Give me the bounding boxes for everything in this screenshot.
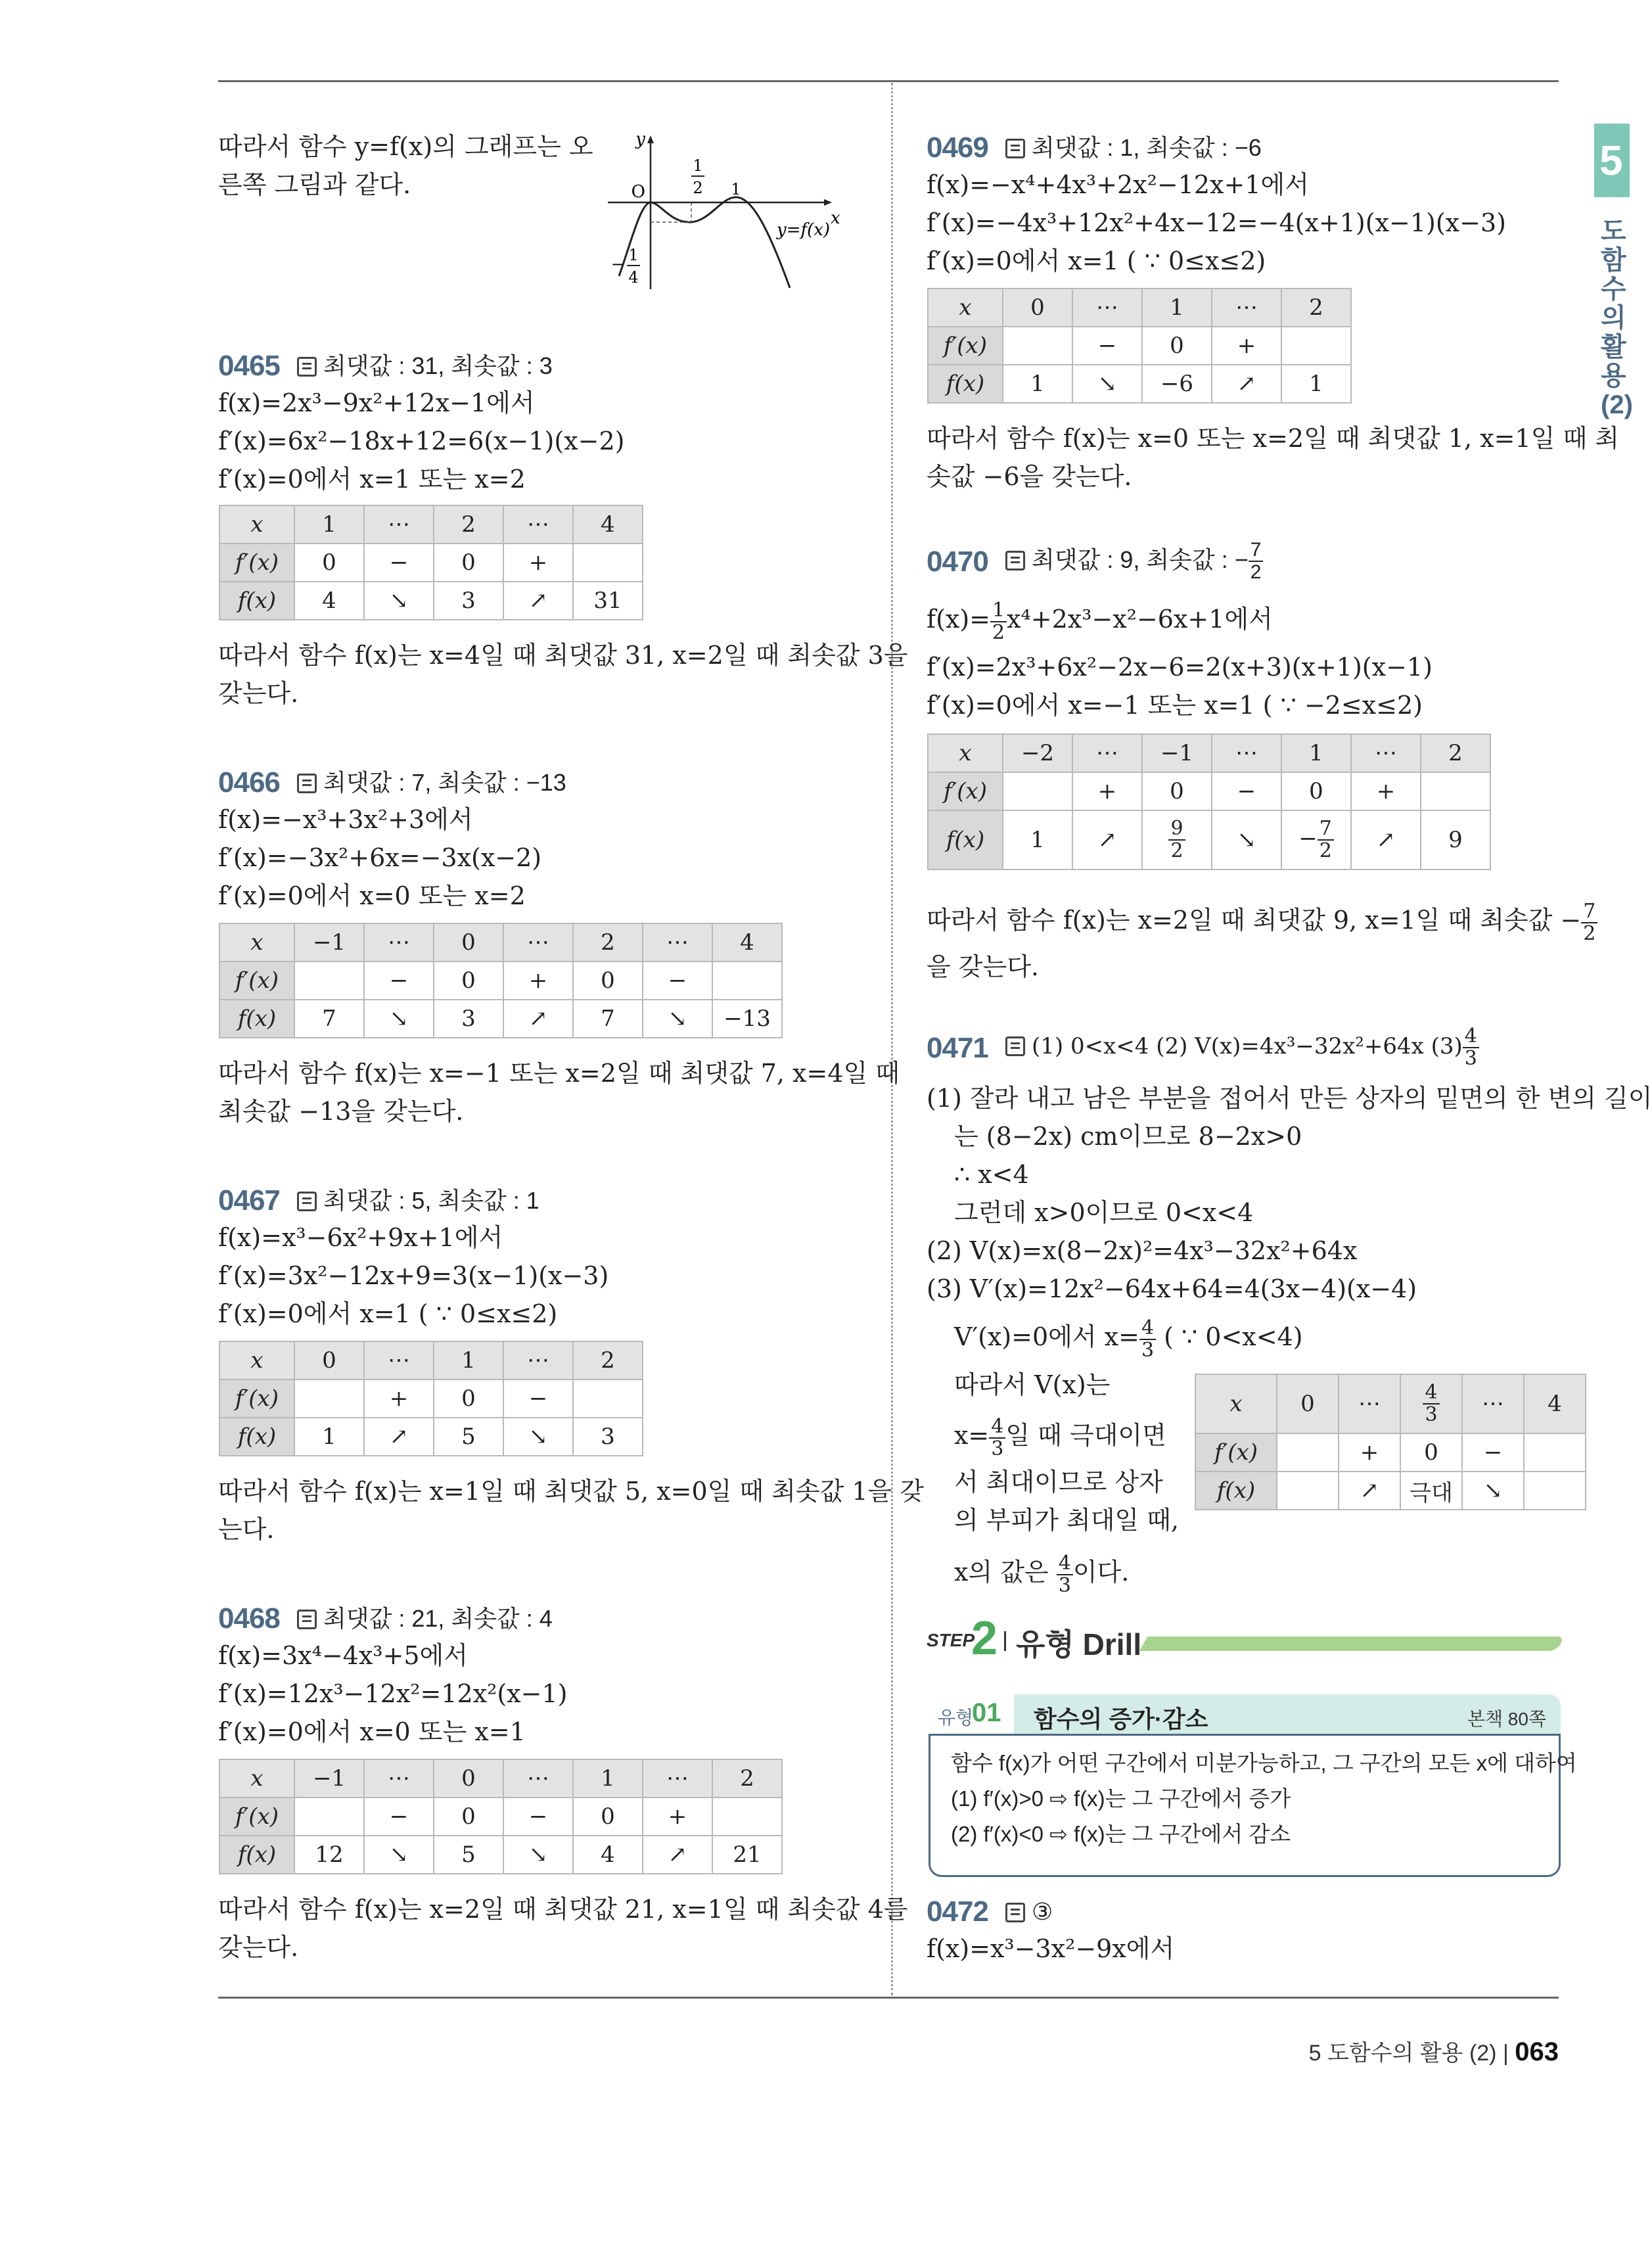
intro-line-1: 따라서 함수 y=f(x)의 그래프는 오: [218, 132, 593, 161]
answer-0472: ③: [1005, 1897, 1053, 1927]
table-cell: [294, 962, 364, 1000]
table-cell: ↗: [1072, 810, 1142, 870]
table-cell: [1524, 1472, 1586, 1510]
table-cell: f(x): [219, 1000, 294, 1038]
table-cell: ⋯: [1072, 289, 1142, 327]
table-cell: −: [503, 1798, 573, 1836]
table-cell: ↘: [503, 1418, 573, 1456]
p466-line-1: f(x)=−x³+3x²+3에서: [218, 805, 473, 834]
table-cell: ⋯: [1072, 734, 1142, 772]
table-cell: ↘: [364, 1836, 434, 1874]
table-cell: 1: [1003, 365, 1072, 403]
table-cell: [294, 1380, 364, 1418]
table-cell: +: [503, 962, 573, 1000]
table-cell: ↘: [1072, 365, 1142, 403]
table-cell: − $\frac{7}{2}$: [1281, 810, 1351, 870]
table-cell: −: [1212, 772, 1281, 810]
table-cell: 7: [294, 1000, 364, 1038]
x-axis-arrow: [824, 199, 832, 206]
answer-0466: 최댓값 : 7, 최솟값 : −13: [297, 768, 566, 798]
page-footer: [1309, 2035, 1559, 2067]
table-cell: +: [1351, 772, 1421, 810]
table-cell: [712, 1798, 782, 1836]
table-cell: +: [1339, 1433, 1400, 1472]
table-cell: 0: [434, 962, 503, 1000]
table-cell: ↗: [1212, 365, 1281, 403]
table-cell: −1: [294, 1759, 364, 1798]
step-label: STEP: [927, 1630, 975, 1650]
table-cell: 0: [434, 544, 503, 582]
table-cell: −: [503, 1380, 573, 1418]
chapter-tab: 5: [1594, 124, 1630, 197]
table-cell: −: [1072, 327, 1142, 365]
table-cell: x: [928, 734, 1003, 772]
answer-icon: [1005, 1903, 1025, 1922]
p471-line-7: V′(x)=0에서 x= $\frac{4}{3}$ ( ∵ 0<x<4): [954, 1316, 1303, 1362]
type-tag: 유형: [938, 1707, 974, 1728]
table-cell: 0: [434, 1380, 503, 1418]
table-cell: 12: [294, 1836, 364, 1874]
table-cell: ↘: [1462, 1472, 1524, 1510]
table-cell: f′(x): [219, 962, 294, 1000]
table-cell: 0: [1277, 1374, 1339, 1433]
table-cell: x: [219, 1341, 294, 1380]
table-cell: ⋯: [1351, 734, 1421, 772]
table-cell: 0: [1142, 772, 1212, 810]
table-cell: ↘: [503, 1836, 573, 1874]
table-cell: [1281, 327, 1351, 365]
table-cell: ↘: [1212, 810, 1281, 870]
p472-line-1: f(x)=x³−3x²−9x에서: [927, 1934, 1175, 1963]
p471-text-5: x의 값은 $\frac{4}{3}$ 이다.: [954, 1551, 1130, 1597]
problem-number-0471: 0471: [927, 1032, 988, 1064]
fraction: $\frac{4}{3}$: [1463, 1026, 1479, 1069]
fraction: $\frac{7}{2}$: [1318, 818, 1334, 862]
table-cell: −13: [712, 1000, 782, 1038]
p471-line-1: (1) 잘라 내고 남은 부분을 접어서 만든 상자의 밑면의 한 변의 길이: [927, 1084, 1652, 1113]
table-cell: ↗: [1339, 1472, 1400, 1510]
fraction: $\frac{1}{2}$: [990, 600, 1007, 643]
table-cell: ⋯: [643, 1759, 712, 1798]
table-cell: [1400, 1374, 1462, 1433]
p471-line-6: (3) V′(x)=12x²−64x+64=4(3x−4)(x−4): [927, 1274, 1417, 1303]
table-cell: ↗: [1351, 810, 1421, 870]
table-cell: 0: [434, 923, 503, 962]
fraction: $\frac{4}{3}$: [1423, 1382, 1439, 1426]
table-cell: x: [1195, 1374, 1277, 1433]
step-number: 2: [971, 1612, 998, 1665]
table-cell: 4: [712, 923, 782, 962]
answer-icon: [1005, 551, 1025, 570]
table-cell: [1421, 772, 1490, 810]
table-cell: ⋯: [503, 923, 573, 962]
column-divider: [891, 83, 893, 1995]
p469-table: [927, 288, 1352, 404]
p467-line-3: f′(x)=0에서 x=1 ( ∵ 0≤x≤2): [218, 1299, 558, 1328]
step-bar: [1139, 1636, 1565, 1651]
footer-section: 5 도함수의 활용 (2) |: [1308, 2041, 1509, 2066]
table-cell: 2: [573, 923, 643, 962]
negq-den: 4: [628, 268, 639, 287]
table-cell: +: [364, 1380, 434, 1418]
table-cell: f′(x): [219, 1798, 294, 1836]
p471-line-5: (2) V(x)=x(8−2x)²=4x³−32x²+64x: [927, 1236, 1358, 1265]
table-cell: ⋯: [503, 1759, 573, 1798]
fraction: $\frac{7}{2}$: [1249, 540, 1264, 583]
problem-number-0466: 0466: [218, 766, 280, 799]
answer-0468: 최댓값 : 21, 최솟값 : 4: [297, 1604, 553, 1634]
table-cell: ⋯: [364, 1759, 434, 1798]
p471-table: [1195, 1374, 1586, 1510]
answer-icon: [1005, 139, 1025, 158]
table-cell: ↘: [364, 582, 434, 620]
table-cell: 1: [434, 1341, 503, 1380]
table-cell: 0: [1003, 289, 1072, 327]
table-cell: 0: [1142, 327, 1212, 365]
table-cell: [1003, 327, 1072, 365]
table-cell: −: [364, 1798, 434, 1836]
table-cell: 1: [294, 1418, 364, 1456]
type-ref: 본책 80쪽: [1467, 1709, 1546, 1729]
table-cell: ⋯: [364, 1341, 434, 1380]
p467-conclusion-1: 따라서 함수 f(x)는 x=1일 때 최댓값 5, x=0일 때 최솟값 1을 갖: [218, 1477, 925, 1506]
table-cell: −1: [1142, 734, 1212, 772]
p466-line-3: f′(x)=0에서 x=0 또는 x=2: [218, 881, 526, 910]
p467-line-2: f′(x)=3x²−12x+9=3(x−1)(x−3): [218, 1261, 609, 1290]
table-cell: f(x): [928, 810, 1003, 870]
fraction: $\frac{9}{2}$: [1168, 818, 1185, 862]
answer-icon: [297, 357, 317, 377]
fraction: $\frac{4}{3}$: [1057, 1553, 1073, 1596]
table-cell: ↗: [643, 1836, 712, 1874]
fraction: $\frac{7}{2}$: [1581, 901, 1597, 944]
table-cell: 0: [434, 1759, 503, 1798]
p469-conclusion-1: 따라서 함수 f(x)는 x=0 또는 x=2일 때 최댓값 1, x=1일 때 최: [927, 424, 1619, 453]
problem-number-0468: 0468: [218, 1602, 280, 1635]
p471-text-4: 의 부피가 최대일 때,: [954, 1506, 1179, 1535]
step-divider: [1004, 1631, 1006, 1651]
p470-conclusion-1: 따라서 함수 f(x)는 x=2일 때 최댓값 9, x=1일 때 최솟값 − $\frac{7}{2}$: [927, 895, 1597, 945]
p471-line-2: 는 (8−2x) cm이므로 8−2x>0: [954, 1122, 1302, 1151]
table-cell: ↗: [364, 1418, 434, 1456]
table-cell: 0: [294, 1341, 364, 1380]
table-cell: 7: [573, 1000, 643, 1038]
chapter-side-title: 도함수의 활용 (2): [1601, 217, 1633, 419]
answer-icon: [1005, 1036, 1025, 1056]
p470-table: [927, 733, 1491, 870]
p465-table: [219, 505, 643, 620]
function-graph: [605, 131, 854, 296]
negq-num: 1: [628, 246, 639, 264]
table-cell: [294, 1798, 364, 1836]
table-cell: x: [928, 289, 1003, 327]
table-cell: x: [219, 923, 294, 962]
type-number: 01: [972, 1698, 1001, 1727]
table-cell: 1: [1003, 810, 1072, 870]
table-cell: 5: [434, 1418, 503, 1456]
table-cell: +: [1072, 772, 1142, 810]
p466-conclusion-2: 최솟값 −13을 갖는다.: [218, 1097, 464, 1126]
table-cell: [1524, 1433, 1586, 1472]
table-cell: [1142, 810, 1212, 870]
answer-icon: [297, 1610, 317, 1629]
table-cell: 0: [434, 1798, 503, 1836]
table-cell: ↘: [364, 1000, 434, 1038]
table-cell: ⋯: [1462, 1374, 1524, 1433]
table-cell: ↘: [643, 1000, 712, 1038]
p465-conclusion-1: 따라서 함수 f(x)는 x=4일 때 최댓값 31, x=2일 때 최솟값 3을: [218, 641, 908, 670]
table-cell: f(x): [219, 1836, 294, 1874]
p471-line-3: ∴ x<4: [954, 1160, 1029, 1189]
table-cell: ↗: [503, 1000, 573, 1038]
table-cell: 2: [1421, 734, 1490, 772]
table-cell: −: [364, 544, 434, 582]
type-body-line-2: (1) f′(x)>0 ⇨ f(x)는 그 구간에서 증가: [951, 1786, 1291, 1811]
table-cell: 0: [294, 544, 364, 582]
problem-number-0472: 0472: [927, 1895, 988, 1928]
half-num: 1: [693, 156, 703, 175]
y-label: y: [635, 129, 645, 149]
p469-line-3: f′(x)=0에서 x=1 ( ∵ 0≤x≤2): [927, 246, 1266, 275]
table-cell: ⋯: [364, 923, 434, 962]
fraction: $\frac{4}{3}$: [989, 1416, 1005, 1460]
table-cell: 극대: [1400, 1472, 1462, 1510]
table-cell: [712, 962, 782, 1000]
top-rule: [218, 80, 1559, 82]
table-cell: +: [1212, 327, 1281, 365]
table-cell: −: [364, 962, 434, 1000]
table-cell: +: [503, 544, 573, 582]
table-cell: f(x): [219, 582, 294, 620]
table-cell: 4: [573, 505, 643, 544]
table-cell: 0: [573, 962, 643, 1000]
p465-line-3: f′(x)=0에서 x=1 또는 x=2: [218, 465, 526, 494]
table-cell: ⋯: [1212, 289, 1281, 327]
one-label: 1: [731, 180, 741, 198]
p467-table: [219, 1341, 643, 1456]
table-cell: −6: [1142, 365, 1212, 403]
p470-conclusion-2: 을 갖는다.: [927, 952, 1039, 981]
table-cell: 4: [1524, 1374, 1586, 1433]
table-cell: 4: [573, 1836, 643, 1874]
origin-label: O: [631, 182, 645, 202]
table-cell: ⋯: [503, 1341, 573, 1380]
table-cell: f(x): [1195, 1472, 1277, 1510]
p466-conclusion-1: 따라서 함수 f(x)는 x=−1 또는 x=2일 때 최댓값 7, x=4일 때: [218, 1059, 900, 1088]
p470-line-3: f′(x)=0에서 x=−1 또는 x=1 ( ∵ −2≤x≤2): [927, 691, 1423, 720]
type-01-box: [929, 1694, 1577, 1878]
answer-0471: (1) 0<x<4 (2) V(x)=4x³−32x²+64x (3) $\frac{4}{3}$: [1005, 1020, 1479, 1073]
neg-sign: −: [610, 255, 624, 273]
p467-conclusion-2: 는다.: [218, 1515, 275, 1544]
table-cell: 1: [1142, 289, 1212, 327]
table-cell: f′(x): [928, 772, 1003, 810]
p465-line-2: f′(x)=6x²−18x+12=6(x−1)(x−2): [218, 427, 625, 455]
table-cell: 0: [1400, 1433, 1462, 1472]
p466-line-2: f′(x)=−3x²+6x=−3x(x−2): [218, 843, 542, 872]
table-cell: f′(x): [219, 1380, 294, 1418]
table-cell: [573, 1380, 643, 1418]
table-cell: ⋯: [643, 923, 712, 962]
table-cell: 2: [1281, 289, 1351, 327]
table-cell: 1: [573, 1759, 643, 1798]
table-cell: 3: [434, 582, 503, 620]
y-axis-arrow: [647, 135, 654, 143]
answer-0465: 최댓값 : 31, 최솟값 : 3: [297, 351, 553, 381]
p469-line-2: f′(x)=−4x³+12x²+4x−12=−4(x+1)(x−1)(x−3): [927, 208, 1506, 237]
table-cell: [1277, 1433, 1339, 1472]
p468-conclusion-1: 따라서 함수 f(x)는 x=2일 때 최댓값 21, x=1일 때 최솟값 4를: [218, 1895, 908, 1924]
problem-number-0470: 0470: [927, 545, 988, 578]
table-cell: −: [643, 962, 712, 1000]
table-cell: 1: [294, 505, 364, 544]
table-cell: ⋯: [503, 505, 573, 544]
table-cell: ⋯: [1212, 734, 1281, 772]
p470-line-1: f(x)= $\frac{1}{2}$ x⁴+2x³−x²−6x+1에서: [927, 598, 1273, 644]
table-cell: 0: [1281, 772, 1351, 810]
type-body-line-3: (2) f′(x)<0 ⇨ f(x)는 그 구간에서 감소: [951, 1822, 1291, 1846]
p468-conclusion-2: 갖는다.: [218, 1933, 299, 1962]
bottom-rule: [218, 1997, 1559, 1999]
step-title: 유형 Drill: [1016, 1627, 1142, 1661]
answer-icon: [297, 774, 317, 793]
table-cell: 0: [573, 1798, 643, 1836]
table-cell: f′(x): [219, 544, 294, 582]
table-cell: ⋯: [364, 505, 434, 544]
half-den: 2: [693, 179, 703, 197]
answer-0470: 최댓값 : 9, 최솟값 : − $\frac{7}{2}$: [1005, 534, 1263, 586]
table-cell: 2: [573, 1341, 643, 1380]
table-cell: ↗: [503, 582, 573, 620]
table-cell: 31: [573, 582, 643, 620]
table-cell: 2: [434, 505, 503, 544]
type-header-bg: [929, 1694, 1561, 1734]
table-cell: x: [219, 1759, 294, 1798]
p468-line-3: f′(x)=0에서 x=0 또는 x=1: [218, 1717, 526, 1746]
table-cell: x: [219, 505, 294, 544]
table-cell: +: [643, 1798, 712, 1836]
p471-line-4: 그런데 x>0이므로 0<x<4: [954, 1198, 1254, 1227]
curve-label: y=f(x): [777, 220, 831, 240]
page-number: 063: [1515, 2037, 1559, 2066]
table-cell: 5: [434, 1836, 503, 1874]
table-cell: [1003, 772, 1072, 810]
problem-number-0465: 0465: [218, 350, 280, 382]
curve-path: [619, 197, 790, 288]
p467-line-1: f(x)=x³−6x²+9x+1에서: [218, 1223, 503, 1252]
p468-line-1: f(x)=3x⁴−4x³+5에서: [218, 1641, 468, 1670]
table-cell: 3: [434, 1000, 503, 1038]
p468-table: [219, 1759, 783, 1874]
answer-0469: 최댓값 : 1, 최솟값 : −6: [1005, 133, 1262, 163]
table-cell: 9: [1421, 810, 1490, 870]
p469-line-1: f(x)=−x⁴+4x³+2x²−12x+1에서: [927, 170, 1309, 199]
intro-line-2: 른쪽 그림과 같다.: [218, 170, 411, 199]
table-cell: −: [1462, 1433, 1524, 1472]
table-cell: 4: [294, 582, 364, 620]
answer-icon: [297, 1192, 317, 1211]
table-cell: 1: [1281, 734, 1351, 772]
p471-text-3: 서 최대이므로 상자: [954, 1468, 1163, 1497]
table-cell: 1: [1281, 365, 1351, 403]
problem-number-0467: 0467: [218, 1184, 280, 1217]
fraction: $\frac{4}{3}$: [1139, 1318, 1156, 1361]
p471-text-1: 따라서 V(x)는: [954, 1370, 1111, 1399]
answer-0467: 최댓값 : 5, 최솟값 : 1: [297, 1186, 539, 1216]
table-cell: f′(x): [928, 327, 1003, 365]
table-cell: f(x): [928, 365, 1003, 403]
table-cell: [573, 544, 643, 582]
table-cell: 3: [573, 1418, 643, 1456]
p470-line-2: f′(x)=2x³+6x²−2x−6=2(x+3)(x+1)(x−1): [927, 653, 1433, 682]
table-cell: −2: [1003, 734, 1072, 772]
p471-text-2: x= $\frac{4}{3}$ 일 때 극대이면: [954, 1414, 1166, 1460]
x-label: x: [831, 208, 840, 228]
type-title: 함수의 증가·감소: [1034, 1706, 1208, 1732]
table-cell: 21: [712, 1836, 782, 1874]
p468-line-2: f′(x)=12x³−12x²=12x²(x−1): [218, 1679, 568, 1708]
table-cell: −1: [294, 923, 364, 962]
step-heading: [927, 1612, 1561, 1664]
p465-conclusion-2: 갖는다.: [218, 679, 299, 708]
p466-table: [219, 923, 783, 1038]
problem-number-0469: 0469: [927, 131, 988, 164]
type-body-line-1: 함수 f(x)가 어떤 구간에서 미분가능하고, 그 구간의 모든 x에 대하여: [951, 1751, 1577, 1775]
table-cell: [1277, 1472, 1339, 1510]
table-cell: ⋯: [1339, 1374, 1400, 1433]
p469-conclusion-2: 솟값 −6을 갖는다.: [927, 462, 1132, 491]
table-cell: f(x): [219, 1418, 294, 1456]
table-cell: f′(x): [1195, 1433, 1277, 1472]
table-cell: 2: [712, 1759, 782, 1798]
p465-line-1: f(x)=2x³−9x²+12x−1에서: [218, 388, 535, 417]
